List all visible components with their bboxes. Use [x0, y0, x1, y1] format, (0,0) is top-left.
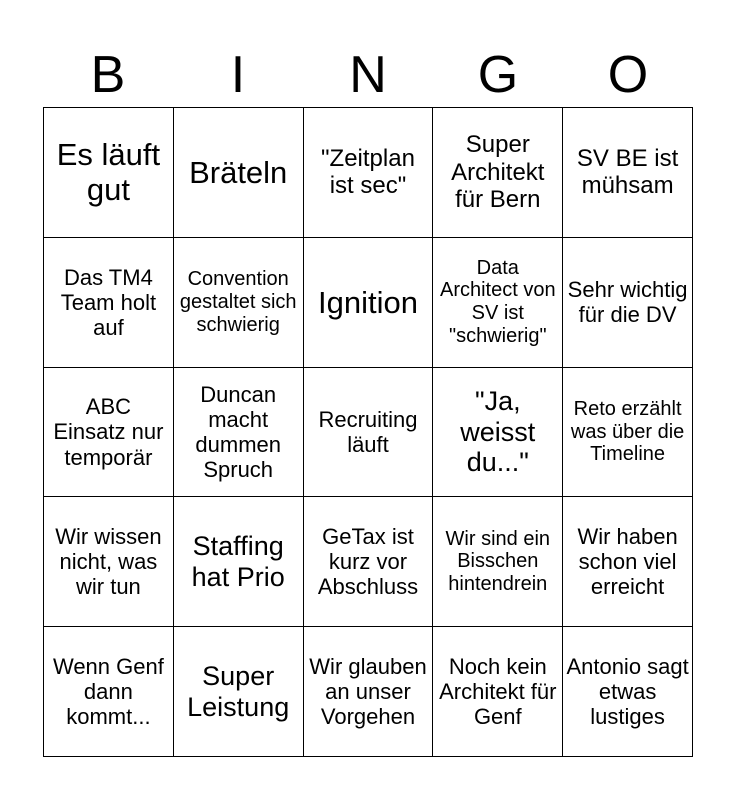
header-letter-g: G: [477, 46, 519, 104]
bingo-cell-4-3[interactable]: GeTax ist kurz vor Abschluss: [304, 497, 434, 627]
header-letter-i: I: [230, 46, 246, 104]
bingo-header: [43, 44, 693, 106]
bingo-cell-5-2[interactable]: Super Leistung: [174, 627, 304, 757]
bingo-cell-5-5[interactable]: Antonio sagt etwas lustiges: [563, 627, 693, 757]
header-letter-o: O: [607, 46, 649, 104]
bingo-cell-2-4[interactable]: Data Architect von SV ist "schwierig": [433, 238, 563, 368]
bingo-cell-1-2[interactable]: Bräteln: [174, 108, 304, 238]
bingo-cell-4-5[interactable]: Wir haben schon viel erreicht: [563, 497, 693, 627]
bingo-cell-3-2[interactable]: Duncan macht dummen Spruch: [174, 368, 304, 498]
bingo-cell-5-3[interactable]: Wir glauben an unser Vorgehen: [304, 627, 434, 757]
bingo-cell-2-3[interactable]: Ignition: [304, 238, 434, 368]
bingo-cell-2-1[interactable]: Das TM4 Team holt auf: [44, 238, 174, 368]
bingo-cell-1-5[interactable]: SV BE ist mühsam: [563, 108, 693, 238]
bingo-cell-2-2[interactable]: Convention gestaltet sich schwierig: [174, 238, 304, 368]
bingo-cell-2-5[interactable]: Sehr wichtig für die DV: [563, 238, 693, 368]
header-letter-n: N: [349, 46, 387, 104]
bingo-cell-5-1[interactable]: Wenn Genf dann kommt...: [44, 627, 174, 757]
bingo-cell-4-2[interactable]: Staffing hat Prio: [174, 497, 304, 627]
bingo-grid: [43, 107, 693, 757]
bingo-cell-1-3[interactable]: "Zeitplan ist sec": [304, 108, 434, 238]
bingo-cell-3-4[interactable]: "Ja, weisst du...": [433, 368, 563, 498]
bingo-cell-4-1[interactable]: Wir wissen nicht, was wir tun: [44, 497, 174, 627]
bingo-cell-3-3[interactable]: Recruiting läuft: [304, 368, 434, 498]
bingo-cell-1-4[interactable]: Super Architekt für Bern: [433, 108, 563, 238]
bingo-cell-4-4[interactable]: Wir sind ein Bisschen hintendrein: [433, 497, 563, 627]
bingo-cell-3-5[interactable]: Reto erzählt was über die Timeline: [563, 368, 693, 498]
bingo-cell-5-4[interactable]: Noch kein Architekt für Genf: [433, 627, 563, 757]
header-letter-b: B: [90, 46, 126, 104]
bingo-cell-1-1[interactable]: Es läuft gut: [44, 108, 174, 238]
bingo-cell-3-1[interactable]: ABC Einsatz nur temporär: [44, 368, 174, 498]
